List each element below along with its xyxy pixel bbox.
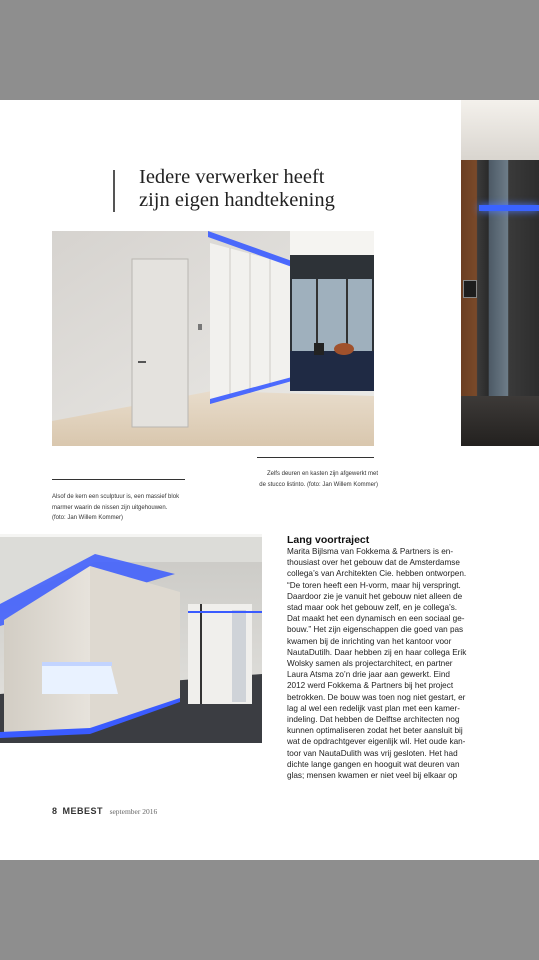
page-footer [52,806,157,816]
body-line: stad maar ook het gebouw zelf, en je collega’s. [287,603,458,613]
caption-rule-right [257,457,374,458]
caption-photo-1 [258,469,378,490]
body-line: 2012 werd Fokkema & Partners bij het project [287,681,454,691]
body-line: toor van NautaDulith was vrij gesloten. Het had [287,748,458,758]
caption-photo-2-line: marmer waarin de nissen zijn uitgehouwen. [52,504,168,511]
caption-photo-1-line: de stucco listinto. (foto: Jan Willem Kommer) [259,481,378,488]
body-line: “De toren heeft een H-vorm, maar hij verspringt. [287,580,461,590]
body-line: Daardoor zie je vanuit het gebouw niet alleen de [287,591,463,601]
caption-rule-left [52,479,185,480]
body-line: wat de opdrachtgever eigenlijk wil. Het oude kan- [287,737,466,747]
body-line: Dat maakt het een dynamisch en een sociaal ge- [287,614,465,624]
body-line: Wolsky samen als projectarchitect, en partner [287,659,453,669]
body-line: thousiast over het gebouw dat de Amsterdamse [287,558,460,568]
issue-date: september 2016 [109,807,158,816]
body-line: Marita Bijlsma van Fokkema & Partners is en- [287,547,454,556]
magazine-page [0,100,539,860]
body-line: kwamen bij de inrichting van het kantoor voor [287,636,452,646]
body-line: Laura Atsma zo’n drie jaar aan gewerkt. Eind [287,670,450,680]
title-rule [113,170,115,212]
magazine-name: MEBEST [62,806,104,816]
photo-office-glass-wall [461,100,539,446]
article-body [287,546,477,781]
caption-photo-2 [52,492,202,524]
body-line: indeling. Dat hebben de Delftse architecten nog [287,715,460,725]
caption-photo-2-line: Alsof de kern een sculptuur is, een massief blok [52,494,180,500]
body-line: dichte lange gangen en hooguit wat deuren van [287,759,460,769]
caption-photo-1-line: Zelfs deuren en kasten zijn afgewerkt met [266,471,378,477]
bottom-frame [0,860,539,960]
top-frame [0,0,539,100]
article-title [139,166,399,212]
body-line: kunnen optimaliseren zodat het beter aansluit bij [287,726,463,736]
section-heading: Lang voortraject [287,534,370,546]
article-title-line-1: Iedere verwerker heeft [139,166,325,188]
page-number: 8 [52,806,58,816]
photo-stucco-wall-door [52,231,374,446]
body-line: collega’s van Architekten Cie. hebben ontworpen. [287,569,467,579]
body-line: lag al wel een redelijk vast plan met een kamer- [287,703,460,713]
body-line: bouw.” Het zijn eigenschappen die goed van pas [287,625,464,635]
photo-corridor-marble-core [0,534,262,743]
article-title-line-2: zijn eigen handtekening [139,189,335,211]
body-line: NautaDutilh. Daar hebben zij en haar collega Erik [287,647,467,657]
caption-photo-2-line: (foto: Jan Willem Kommer) [52,515,124,521]
body-line: betrokken. De bouw was toen nog niet gestart, er [287,692,466,702]
body-line: glas; mensen kwamen er niet veel bij elkaar op [287,771,458,781]
